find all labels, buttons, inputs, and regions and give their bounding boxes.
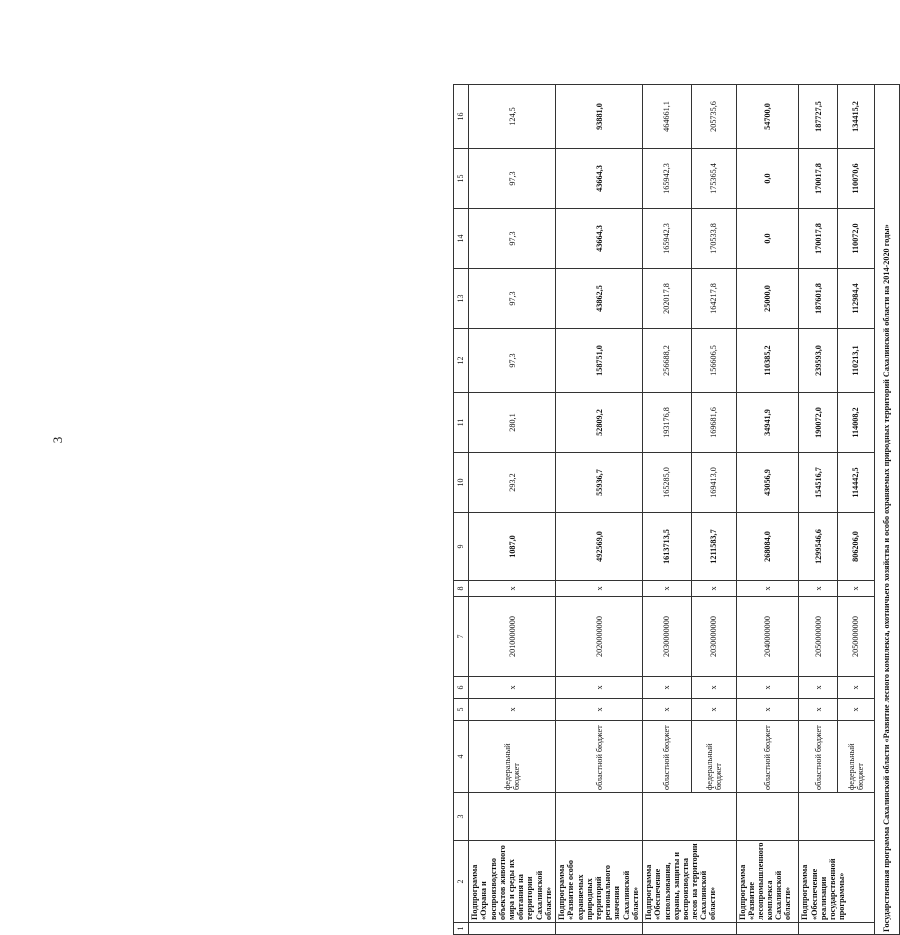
x-mark: х: [642, 699, 691, 721]
year-value: 43664,3: [555, 209, 642, 269]
subprogram-name: Подпрограмма «Обеспечение реализации государственной программы»: [798, 841, 873, 923]
col-num: 3: [453, 793, 468, 841]
funding-source: областной бюджет: [642, 721, 691, 793]
x-mark: х: [736, 677, 799, 699]
program-code: 2010000000: [468, 597, 555, 677]
total-value: 806206,0: [837, 513, 874, 581]
x-mark: х: [837, 699, 874, 721]
year-value: 205735,6: [691, 85, 736, 149]
year-value: 164217,8: [691, 269, 736, 329]
year-value: 175365,4: [691, 149, 736, 209]
program-code: 2030000000: [642, 597, 691, 677]
col-num: 4: [453, 721, 468, 793]
year-value: 256688,2: [642, 329, 691, 393]
table-row: [555, 85, 642, 935]
year-value: 170017,8: [798, 209, 837, 269]
x-mark: х: [736, 699, 799, 721]
x-mark: х: [691, 581, 736, 597]
col-num: 1: [453, 923, 468, 935]
x-mark: х: [555, 699, 642, 721]
x-mark: х: [555, 581, 642, 597]
funding-source: федеральный бюджет: [837, 721, 874, 793]
year-value: 169681,6: [691, 393, 736, 453]
year-value: 165285,0: [642, 453, 691, 513]
x-mark: х: [798, 699, 837, 721]
total-value: 1087,0: [468, 513, 555, 581]
col-num: 2: [453, 841, 468, 923]
x-mark: х: [468, 699, 555, 721]
year-value: 110072,0: [837, 209, 874, 269]
table-row: [642, 85, 691, 935]
col-num: 12: [453, 329, 468, 393]
year-value: 0,0: [736, 209, 799, 269]
year-value: 464661,1: [642, 85, 691, 149]
col-num: 6: [453, 677, 468, 699]
rotated-table-wrapper: [453, 85, 900, 935]
x-mark: х: [555, 677, 642, 699]
table-row: [736, 85, 799, 935]
funding-source: областной бюджет: [736, 721, 799, 793]
year-value: 97,3: [468, 269, 555, 329]
year-value: 112984,4: [837, 269, 874, 329]
year-value: 114008,2: [837, 393, 874, 453]
column-number-row: [453, 85, 468, 935]
year-value: 110213,1: [837, 329, 874, 393]
funding-source: федеральный бюджет: [468, 721, 555, 793]
year-value: 190072,0: [798, 393, 837, 453]
total-value: 1211583,7: [691, 513, 736, 581]
funding-source: областной бюджет: [555, 721, 642, 793]
year-value: 55936,7: [555, 453, 642, 513]
x-mark: х: [468, 581, 555, 597]
year-value: 52809,2: [555, 393, 642, 453]
x-mark: х: [691, 699, 736, 721]
total-value: 492569,0: [555, 513, 642, 581]
year-value: 156606,5: [691, 329, 736, 393]
funding-source: федеральный бюджет: [691, 721, 736, 793]
page-number: 3: [50, 436, 65, 444]
x-mark: х: [837, 581, 874, 597]
x-mark: х: [468, 677, 555, 699]
subprogram-name: Подпрограмма «Развитие особо охраняемых природных территорий регионального значения Сахалинской области»: [555, 841, 642, 923]
table-row: [798, 85, 837, 935]
year-value: 97,3: [468, 329, 555, 393]
year-value: 154516,7: [798, 453, 837, 513]
year-value: 97,3: [468, 149, 555, 209]
col-num: 14: [453, 209, 468, 269]
year-value: 114442,5: [837, 453, 874, 513]
col-num: 5: [453, 699, 468, 721]
total-value: 268084,0: [736, 513, 799, 581]
year-value: 169413,0: [691, 453, 736, 513]
col-num: 15: [453, 149, 468, 209]
x-mark: х: [642, 677, 691, 699]
program-code: 2020000000: [555, 597, 642, 677]
program-code: 2040000000: [736, 597, 799, 677]
year-value: 293,2: [468, 453, 555, 513]
program-code: 2030000000: [691, 597, 736, 677]
year-value: 110070,6: [837, 149, 874, 209]
x-mark: х: [736, 581, 799, 597]
year-value: 239593,0: [798, 329, 837, 393]
year-value: 93881,0: [555, 85, 642, 149]
table-row: [468, 85, 555, 935]
program-code: 2050000000: [798, 597, 837, 677]
budget-table: [453, 84, 900, 935]
subprogram-name: Подпрограмма «Охрана и воспроизводство объектов животного мира и среды их обитания на территории Сахалинской области»: [468, 841, 555, 923]
year-value: 158751,0: [555, 329, 642, 393]
col-num: 10: [453, 453, 468, 513]
year-value: 34941,9: [736, 393, 799, 453]
x-mark: х: [642, 581, 691, 597]
year-value: 110385,2: [736, 329, 799, 393]
x-mark: х: [837, 677, 874, 699]
year-value: 0,0: [736, 149, 799, 209]
year-value: 170017,8: [798, 149, 837, 209]
col-num: 7: [453, 597, 468, 677]
year-value: 124,5: [468, 85, 555, 149]
year-value: 43664,3: [555, 149, 642, 209]
year-value: 187601,8: [798, 269, 837, 329]
col-num: 13: [453, 269, 468, 329]
subprogram-name: Подпрограмма «Развитие лесопромышленного комплекса Сахалинской области»: [736, 841, 799, 923]
year-value: 187727,5: [798, 85, 837, 149]
col-num: 11: [453, 393, 468, 453]
year-value: 202017,8: [642, 269, 691, 329]
year-value: 97,3: [468, 209, 555, 269]
year-value: 165942,3: [642, 209, 691, 269]
year-value: 43862,5: [555, 269, 642, 329]
total-value: 1299546,6: [798, 513, 837, 581]
x-mark: х: [798, 677, 837, 699]
year-value: 43056,9: [736, 453, 799, 513]
year-value: 170533,8: [691, 209, 736, 269]
x-mark: х: [798, 581, 837, 597]
col-num: 16: [453, 85, 468, 149]
program-code: 2050000000: [837, 597, 874, 677]
x-mark: х: [691, 677, 736, 699]
year-value: 165942,3: [642, 149, 691, 209]
year-value: 25000,0: [736, 269, 799, 329]
year-value: 193176,8: [642, 393, 691, 453]
col-num: 9: [453, 513, 468, 581]
funding-source: областной бюджет: [798, 721, 837, 793]
year-value: 54700,0: [736, 85, 799, 149]
total-value: 1613713,5: [642, 513, 691, 581]
program-title: Государственная программа Сахалинской области «Развитие лесного комплекса, охотничьего хозяйства и особо охраняемых природных территорий Сахалинской области на 2014-2020 годы»: [874, 85, 899, 935]
year-value: 134415,2: [837, 85, 874, 149]
program-title-row: [874, 85, 899, 935]
year-value: 280,1: [468, 393, 555, 453]
col-num: 8: [453, 581, 468, 597]
subprogram-name: Подпрограмма «Обеспечение использования, охраны, защиты и воспроизводства лесов на территории Сахалинской области»: [642, 841, 735, 923]
